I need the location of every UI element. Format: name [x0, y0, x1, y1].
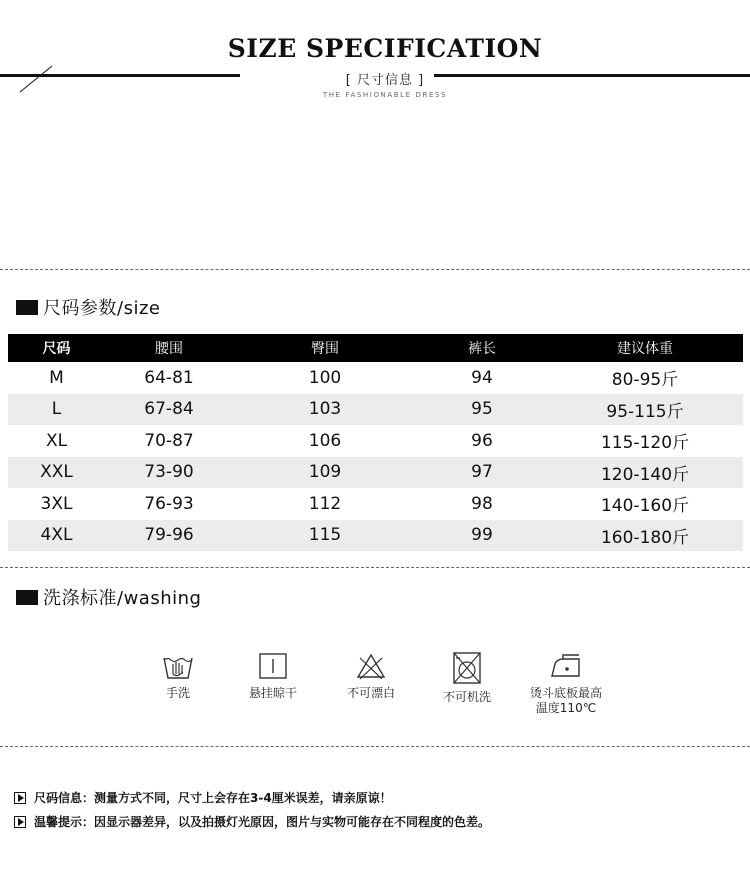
- note-text: 尺码信息：测量方式不同，尺寸上会存在3-4厘米误差，请亲原谅！: [34, 791, 392, 805]
- section-marker: [16, 590, 38, 605]
- cell-waist: 64-81: [144, 367, 194, 388]
- cell-length: 95: [471, 399, 493, 420]
- washing-section-heading: [16, 586, 201, 608]
- cell-weight: 95-115斤: [606, 401, 684, 422]
- cell-size: 3XL: [40, 493, 73, 514]
- table-row: [8, 457, 743, 489]
- play-arrow-icon: [14, 816, 26, 828]
- cell-weight: 160-180斤: [600, 527, 690, 548]
- wash-label-line2: 温度110℃: [535, 701, 597, 715]
- note-color-tip: [14, 813, 490, 830]
- cell-size: L: [51, 399, 62, 420]
- hand-wash-icon: [161, 652, 195, 680]
- divider: [0, 746, 750, 747]
- table-row: [8, 488, 743, 520]
- divider: [0, 269, 750, 270]
- cell-hip: 103: [308, 399, 342, 420]
- wash-label: 不可漂白: [346, 686, 395, 700]
- note-size-info: [14, 789, 392, 806]
- cell-hip: 109: [308, 462, 342, 483]
- size-heading-text: 尺码参数/size: [43, 298, 161, 319]
- iron-icon: [549, 652, 583, 680]
- cell-hip: 106: [308, 430, 342, 451]
- cell-weight: 140-160斤: [600, 496, 690, 517]
- cell-size: 4XL: [40, 525, 73, 546]
- cell-waist: 67-84: [144, 399, 194, 420]
- cell-length: 97: [471, 462, 493, 483]
- no-machine-wash-icon: [450, 652, 484, 684]
- col-header-weight: 建议体重: [617, 341, 673, 357]
- washing-heading-text: 洗涤标准/washing: [43, 588, 202, 609]
- note-text: 温馨提示：因显示器差异，以及拍摄灯光原因，图片与实物可能存在不同程度的色差。: [34, 815, 491, 829]
- table-row: [8, 362, 743, 394]
- col-header-waist: 腰围: [155, 341, 183, 357]
- cell-weight: 80-95斤: [611, 370, 679, 391]
- cell-size: XL: [45, 430, 68, 451]
- cell-waist: 73-90: [144, 462, 194, 483]
- col-header-length: 裤长: [468, 341, 496, 357]
- cell-length: 96: [471, 430, 493, 451]
- wash-item-no-bleach: [326, 652, 416, 701]
- cell-length: 99: [471, 525, 493, 546]
- table-header: [8, 334, 743, 362]
- table-row: [8, 520, 743, 552]
- hang-dry-icon: [256, 652, 290, 680]
- page-tagline: THE FASHIONABLE DRESS: [322, 91, 448, 99]
- size-section-heading: [16, 296, 160, 318]
- size-table: [8, 334, 743, 551]
- cell-waist: 76-93: [144, 493, 194, 514]
- cell-waist: 79-96: [144, 525, 194, 546]
- cell-length: 98: [471, 493, 493, 514]
- wash-label: 不可机洗: [442, 690, 491, 704]
- cell-hip: 115: [308, 525, 342, 546]
- wash-item-hand-wash: [133, 652, 223, 701]
- cell-weight: 115-120斤: [600, 433, 690, 454]
- cell-length: 94: [471, 367, 493, 388]
- col-header-size: 尺码: [42, 341, 71, 357]
- section-marker: [16, 300, 38, 315]
- no-bleach-icon: [354, 652, 388, 680]
- table-row: [8, 425, 743, 457]
- page-subtitle: [ 尺寸信息 ]: [345, 73, 425, 88]
- wash-item-iron: [516, 652, 616, 716]
- col-header-hip: 臀围: [311, 341, 339, 357]
- cell-hip: 112: [308, 493, 342, 514]
- cell-waist: 70-87: [144, 430, 194, 451]
- cell-weight: 120-140斤: [600, 464, 690, 485]
- wash-item-no-machine-wash: [422, 652, 512, 705]
- divider: [0, 567, 750, 568]
- wash-label: 烫斗底板最高: [529, 686, 602, 700]
- wash-item-hang-dry: [228, 652, 318, 701]
- play-arrow-icon: [14, 792, 26, 804]
- table-row: [8, 394, 743, 426]
- page-title: SIZE SPECIFICATION: [227, 34, 543, 63]
- wash-label: 手洗: [165, 686, 190, 700]
- cell-size: XXL: [40, 462, 73, 483]
- cell-size: M: [49, 367, 64, 388]
- cell-hip: 100: [308, 367, 342, 388]
- wash-label: 悬挂晾干: [248, 686, 297, 700]
